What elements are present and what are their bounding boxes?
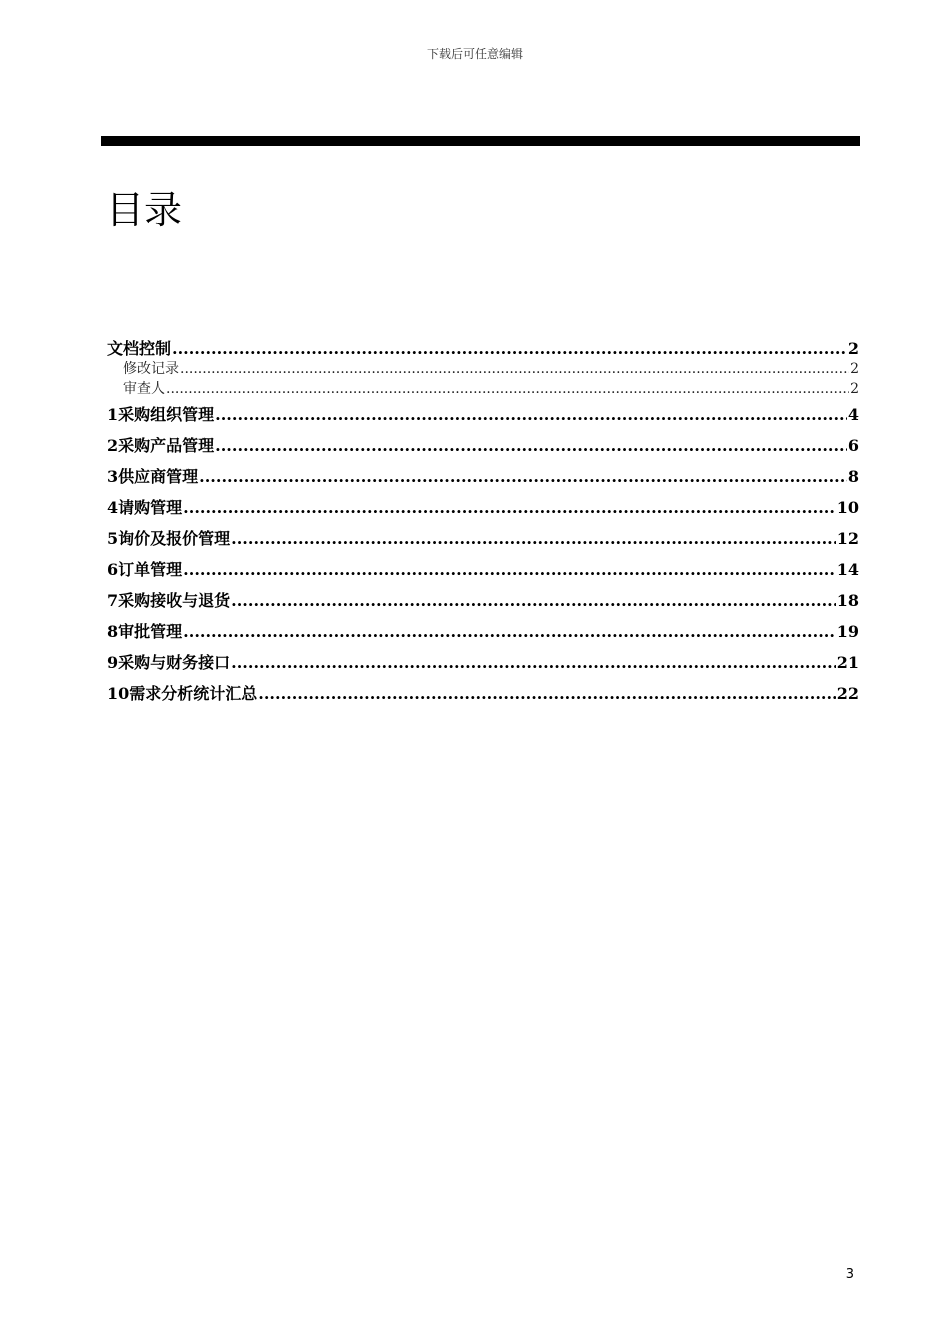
toc-entry-chapter-6[interactable] (107, 554, 859, 585)
header-note: 下载后可任意编辑 (426, 47, 523, 61)
toc-leader-dots (215, 430, 847, 461)
toc-entry-chapter-8[interactable] (107, 616, 859, 647)
table-of-contents (107, 339, 859, 709)
toc-entry-chapter-2[interactable] (107, 430, 859, 461)
toc-entry-label: 修改记录 (123, 361, 179, 377)
toc-leader-dots (183, 554, 836, 585)
toc-leader-dots (166, 379, 849, 399)
toc-entry-page: 10 (836, 498, 859, 517)
toc-entry-label: 供应商管理 (118, 467, 199, 486)
toc-leader-dots (199, 461, 847, 492)
toc-entry-page: 2 (847, 339, 859, 358)
toc-entry-chapter-1[interactable] (107, 399, 859, 430)
toc-entry-page: 21 (836, 653, 859, 672)
toc-entry-page: 22 (836, 684, 859, 703)
toc-entry-label: 审批管理 (118, 622, 183, 641)
toc-entry-number: 7 (107, 591, 119, 610)
toc-subentry-revision-record[interactable] (107, 359, 859, 379)
toc-entry-label: 采购接收与退货 (118, 591, 231, 610)
toc-entry-page: 8 (847, 467, 859, 486)
toc-entry-chapter-10[interactable] (107, 678, 859, 709)
toc-entry-label: 审查人 (123, 381, 165, 397)
toc-leader-dots (258, 678, 835, 709)
toc-entry-number: 1 (107, 405, 119, 424)
toc-entry-number: 2 (107, 436, 119, 455)
toc-entry-document-control[interactable] (107, 339, 859, 359)
toc-leader-dots (231, 647, 836, 678)
toc-leader-dots (215, 399, 847, 430)
toc-entry-chapter-5[interactable] (107, 523, 859, 554)
toc-title: 目录 (106, 188, 183, 232)
toc-entry-number: 8 (107, 622, 119, 641)
toc-leader-dots (183, 616, 836, 647)
toc-entry-page: 4 (847, 405, 859, 424)
toc-leader-dots (183, 492, 836, 523)
toc-entry-number: 4 (107, 498, 119, 517)
toc-entry-number: 3 (107, 467, 119, 486)
page-number: 3 (845, 1267, 854, 1282)
toc-entry-number: 6 (107, 560, 119, 579)
toc-entry-number: 10 (107, 684, 130, 703)
toc-entry-label: 订单管理 (118, 560, 183, 579)
toc-leader-dots (172, 339, 847, 359)
toc-leader-dots (231, 523, 836, 554)
toc-entry-label: 采购组织管理 (118, 405, 215, 424)
toc-entry-label: 文档控制 (107, 339, 172, 358)
toc-entry-page: 2 (850, 381, 859, 397)
toc-entry-page: 12 (836, 529, 859, 548)
toc-entry-number: 5 (107, 529, 119, 548)
toc-entry-chapter-3[interactable] (107, 461, 859, 492)
toc-entry-number: 9 (107, 653, 119, 672)
toc-entry-label: 采购产品管理 (118, 436, 215, 455)
toc-entry-page: 6 (847, 436, 859, 455)
toc-entry-label: 采购与财务接口 (118, 653, 231, 672)
top-rule-divider (101, 136, 860, 146)
toc-leader-dots (231, 585, 836, 616)
toc-entry-page: 18 (836, 591, 859, 610)
toc-leader-dots (180, 359, 849, 379)
toc-entry-page: 14 (836, 560, 859, 579)
toc-entry-page: 2 (850, 361, 859, 377)
toc-entry-chapter-9[interactable] (107, 647, 859, 678)
toc-entry-page: 19 (836, 622, 859, 641)
toc-entry-chapter-7[interactable] (107, 585, 859, 616)
toc-entry-label: 询价及报价管理 (118, 529, 231, 548)
toc-entry-chapter-4[interactable] (107, 492, 859, 523)
toc-entry-label: 需求分析统计汇总 (129, 684, 258, 703)
toc-subentry-reviewer[interactable] (107, 379, 859, 399)
toc-entry-label: 请购管理 (118, 498, 183, 517)
